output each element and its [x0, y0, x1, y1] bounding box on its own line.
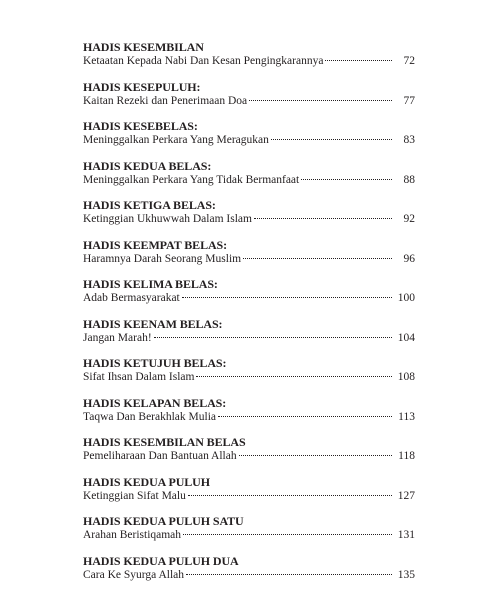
- toc-entry: [83, 198, 415, 238]
- page-number: 72: [403, 55, 415, 67]
- page-number: 100: [397, 292, 415, 304]
- chapter-title: Cara Ke Syurga Allah: [83, 568, 185, 581]
- chapter-title: Ketinggian Ukhuwwah Dalam Islam: [83, 213, 252, 225]
- chapter-title: Jangan Marah!: [83, 331, 152, 344]
- toc-entry: [83, 514, 415, 554]
- toc-line: [83, 212, 415, 226]
- toc-entry: [83, 396, 415, 436]
- toc-entry: [83, 475, 415, 515]
- page-number: 108: [397, 371, 415, 383]
- toc-entry: [83, 80, 415, 120]
- chapter-title: Kaitan Rezeki dan Penerimaan Doa: [83, 94, 248, 107]
- page-number: 131: [397, 529, 415, 541]
- page-number: 96: [403, 252, 415, 265]
- dot-leader: [183, 534, 392, 535]
- toc-line: [83, 331, 415, 345]
- chapter-title: Meninggalkan Perkara Yang Meragukan: [83, 134, 269, 146]
- hadith-heading: HADIS KEDUA PULUH SATU: [83, 514, 244, 528]
- hadith-heading: HADIS KELAPAN BELAS:: [83, 395, 227, 410]
- dot-leader: [186, 574, 392, 575]
- hadith-heading: HADIS KEEMPAT BELAS:: [83, 237, 228, 252]
- hadith-heading: HADIS KESEBELAS:: [83, 119, 198, 133]
- page-number: 118: [398, 450, 415, 462]
- chapter-title: Arahan Beristiqamah: [83, 529, 182, 541]
- dot-leader: [239, 455, 392, 456]
- page-number: 88: [403, 173, 415, 186]
- toc-entry: [83, 435, 415, 475]
- page-number: 77: [403, 94, 415, 107]
- chapter-title: Meninggalkan Perkara Yang Tidak Bermanfaat: [83, 173, 300, 186]
- dot-leader: [182, 297, 392, 298]
- dot-leader: [188, 495, 392, 496]
- hadith-heading: HADIS KELIMA BELAS:: [83, 277, 218, 291]
- chapter-title: Sifat Ihsan Dalam Islam: [83, 371, 195, 383]
- page-number: 113: [398, 410, 415, 423]
- dot-leader: [249, 100, 392, 101]
- hadith-heading: HADIS KEDUA BELAS:: [83, 158, 212, 173]
- dot-leader: [271, 139, 392, 140]
- hadith-heading: HADIS KETIGA BELAS:: [83, 198, 216, 212]
- hadith-heading: HADIS KETUJUH BELAS:: [83, 356, 227, 370]
- hadith-heading: HADIS KESEMBILAN BELAS: [83, 435, 246, 449]
- dot-leader: [154, 337, 392, 338]
- page-number: 83: [403, 134, 415, 146]
- toc-line: [83, 410, 415, 424]
- page-number: 92: [403, 213, 415, 225]
- chapter-title: Taqwa Dan Berakhlak Mulia: [83, 410, 216, 423]
- dot-leader: [243, 258, 392, 259]
- chapter-title: Ketinggian Sifat Malu: [83, 489, 186, 502]
- toc-entry: [83, 554, 415, 594]
- toc-line: [83, 489, 415, 503]
- dot-leader: [254, 218, 392, 219]
- dot-leader: [218, 416, 392, 417]
- page-number: 127: [397, 489, 415, 502]
- toc-entry: [83, 238, 415, 278]
- page-number: 104: [397, 331, 415, 344]
- toc-entry: [83, 277, 415, 317]
- hadith-heading: HADIS KEDUA PULUH: [83, 474, 210, 489]
- chapter-title: Pemeliharaan Dan Bantuan Allah: [83, 450, 237, 462]
- chapter-title: Adab Bermasyarakat: [83, 292, 180, 304]
- toc-line: [83, 449, 415, 463]
- dot-leader: [196, 376, 392, 377]
- toc-line: [83, 133, 415, 147]
- chapter-title: Ketaatan Kepada Nabi Dan Kesan Pengingkarannya: [83, 55, 324, 67]
- toc-line: [83, 568, 415, 582]
- page-number: 135: [397, 568, 415, 581]
- toc-line: [83, 252, 415, 266]
- toc-line: [83, 94, 415, 108]
- toc-entry: [83, 317, 415, 357]
- toc-line: [83, 291, 415, 305]
- toc-entry: [83, 40, 415, 80]
- hadith-heading: HADIS KESEMBILAN: [83, 40, 204, 54]
- toc-line: [83, 54, 415, 68]
- toc-entry: [83, 356, 415, 396]
- toc-entry: [83, 119, 415, 159]
- toc-line: [83, 370, 415, 384]
- hadith-heading: HADIS KEDUA PULUH DUA: [83, 553, 239, 568]
- toc-line: [83, 528, 415, 542]
- dot-leader: [325, 60, 392, 61]
- table-of-contents: [83, 40, 415, 593]
- toc-entry: [83, 159, 415, 199]
- chapter-title: Haramnya Darah Seorang Muslim: [83, 252, 242, 265]
- toc-line: [83, 173, 415, 187]
- hadith-heading: HADIS KESEPULUH:: [83, 79, 201, 94]
- dot-leader: [301, 179, 392, 180]
- hadith-heading: HADIS KEENAM BELAS:: [83, 316, 223, 331]
